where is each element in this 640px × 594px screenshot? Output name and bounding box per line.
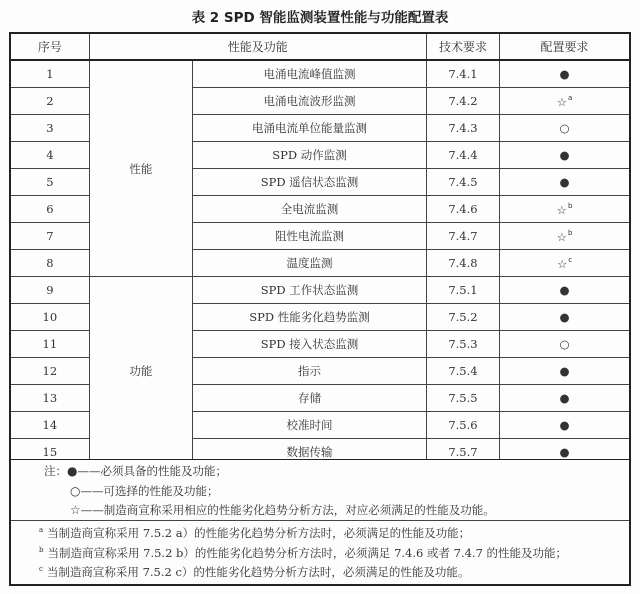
feature-name: 电涌电流单位能量监测 — [193, 115, 427, 142]
filled-circle-icon: ● — [559, 445, 570, 459]
star-icon: ☆ — [556, 94, 568, 109]
config-requirement — [500, 142, 630, 169]
table-notes — [9, 459, 631, 586]
tech-requirement: 7.5.4 — [426, 358, 499, 385]
header-feature: 性能及功能 — [89, 33, 426, 60]
footnote-c — [11, 560, 629, 580]
config-requirement — [500, 60, 630, 88]
tech-requirement: 7.4.1 — [426, 60, 499, 88]
tech-requirement: 7.4.2 — [426, 88, 499, 115]
legend-text: ——制造商宣称采用相应的性能劣化趋势分析方法，对应必须满足的性能及功能。 — [80, 503, 495, 517]
legend-line-conditional — [11, 501, 629, 521]
config-requirement — [500, 331, 630, 358]
config-requirement — [500, 88, 630, 115]
footnote-mark: a — [39, 526, 44, 534]
tech-requirement: 7.4.6 — [426, 196, 499, 223]
filled-circle-icon: ● — [559, 364, 570, 378]
tech-requirement: 7.4.8 — [426, 250, 499, 277]
row-number: 14 — [10, 412, 89, 439]
star-icon: ☆ — [70, 503, 81, 517]
group-label: 功能 — [89, 277, 192, 467]
legend-line-optional — [11, 482, 629, 502]
filled-circle-icon: ● — [559, 310, 570, 324]
feature-name: 阻性电流监测 — [193, 223, 427, 250]
footnote-mark: c — [39, 565, 43, 573]
footnote-text: 当制造商宣称采用 7.5.2 a）的性能劣化趋势分析方法时，必须满足的性能及功能； — [47, 526, 471, 540]
feature-name: 电涌电流波形监测 — [193, 88, 427, 115]
filled-circle-icon: ● — [67, 464, 78, 478]
footnote-mark: a — [568, 93, 573, 102]
tech-requirement: 7.5.7 — [426, 439, 499, 467]
tech-requirement: 7.5.5 — [426, 385, 499, 412]
tech-requirement: 7.5.6 — [426, 412, 499, 439]
row-number: 12 — [10, 358, 89, 385]
row-number: 2 — [10, 88, 89, 115]
tech-requirement: 7.4.7 — [426, 223, 499, 250]
feature-name: 指示 — [193, 358, 427, 385]
config-requirement — [500, 385, 630, 412]
footnote-text: 当制造商宣称采用 7.5.2 c）的性能劣化趋势分析方法时，必须满足的性能及功能。 — [46, 565, 470, 579]
tech-requirement: 7.4.3 — [426, 115, 499, 142]
star-icon: ☆ — [556, 202, 567, 217]
footnote-a — [11, 521, 629, 541]
row-number: 9 — [10, 277, 89, 304]
feature-name: SPD 性能劣化趋势监测 — [193, 304, 427, 331]
tech-requirement: 7.4.4 — [426, 142, 499, 169]
footnote-mark: b — [567, 228, 573, 237]
hollow-circle-icon: ○ — [559, 337, 570, 351]
header-row — [10, 33, 630, 60]
row-number: 15 — [10, 439, 89, 467]
row-number: 3 — [10, 115, 89, 142]
config-requirement — [500, 304, 630, 331]
legend-line-required — [11, 462, 629, 482]
filled-circle-icon: ● — [559, 283, 570, 297]
footnote-b — [11, 541, 629, 561]
config-requirement — [500, 115, 630, 142]
footnote-mark: b — [567, 201, 573, 210]
row-number: 8 — [10, 250, 89, 277]
feature-name: 温度监测 — [193, 250, 427, 277]
config-requirement — [500, 277, 630, 304]
tech-requirement: 7.5.1 — [426, 277, 499, 304]
configuration-table — [9, 32, 631, 467]
row-number: 11 — [10, 331, 89, 358]
table-title: 表 2 SPD 智能监测装置性能与功能配置表 — [191, 10, 449, 26]
header-config-req: 配置要求 — [500, 33, 630, 60]
feature-name: 全电流监测 — [193, 196, 427, 223]
footnotes — [11, 521, 629, 580]
header-no: 序号 — [10, 33, 89, 60]
footnote-mark: b — [39, 545, 44, 554]
feature-name: 电涌电流峰值监测 — [193, 60, 427, 88]
config-requirement — [500, 169, 630, 196]
feature-name: 存储 — [193, 385, 427, 412]
feature-name: SPD 接入状态监测 — [193, 331, 427, 358]
table-row — [10, 277, 630, 304]
row-number: 10 — [10, 304, 89, 331]
star-icon: ☆ — [556, 229, 567, 244]
footnote-text: 当制造商宣称采用 7.5.2 b）的性能劣化趋势分析方法时，必须满足 7.4.6 或者 7.4.7 的性能及功能； — [47, 545, 568, 560]
config-requirement — [500, 250, 630, 277]
tech-requirement: 7.5.3 — [426, 331, 499, 358]
filled-circle-icon: ● — [559, 67, 570, 81]
config-requirement — [500, 223, 630, 250]
row-number: 13 — [10, 385, 89, 412]
row-number: 6 — [10, 196, 89, 223]
config-requirement — [500, 412, 630, 439]
hollow-circle-icon: ○ — [559, 121, 570, 135]
row-number: 5 — [10, 169, 89, 196]
hollow-circle-icon: ○ — [70, 483, 81, 498]
legend-text: ——必须具备的性能及功能； — [77, 464, 227, 478]
filled-circle-icon: ● — [559, 391, 570, 405]
feature-name: SPD 工作状态监测 — [193, 277, 427, 304]
feature-name: SPD 动作监测 — [193, 142, 427, 169]
legend-text: ——可选择的性能及功能； — [80, 483, 219, 498]
row-number: 4 — [10, 142, 89, 169]
tech-requirement: 7.5.2 — [426, 304, 499, 331]
table-row — [10, 60, 630, 88]
feature-name: SPD 遥信状态监测 — [193, 169, 427, 196]
feature-name: 数据传输 — [193, 439, 427, 467]
header-tech-req: 技术要求 — [426, 33, 499, 60]
config-requirement — [500, 196, 630, 223]
feature-name: 校准时间 — [193, 412, 427, 439]
filled-circle-icon: ● — [559, 418, 570, 432]
group-label: 性能 — [89, 60, 192, 277]
star-icon: ☆ — [556, 256, 568, 271]
filled-circle-icon: ● — [559, 148, 570, 162]
legend-notes — [11, 460, 629, 521]
row-number: 1 — [10, 60, 89, 88]
footnote-mark: c — [568, 255, 573, 264]
note-prefix: 注： — [44, 464, 67, 478]
filled-circle-icon: ● — [559, 175, 570, 189]
row-number: 7 — [10, 223, 89, 250]
tech-requirement: 7.4.5 — [426, 169, 499, 196]
config-requirement — [500, 358, 630, 385]
